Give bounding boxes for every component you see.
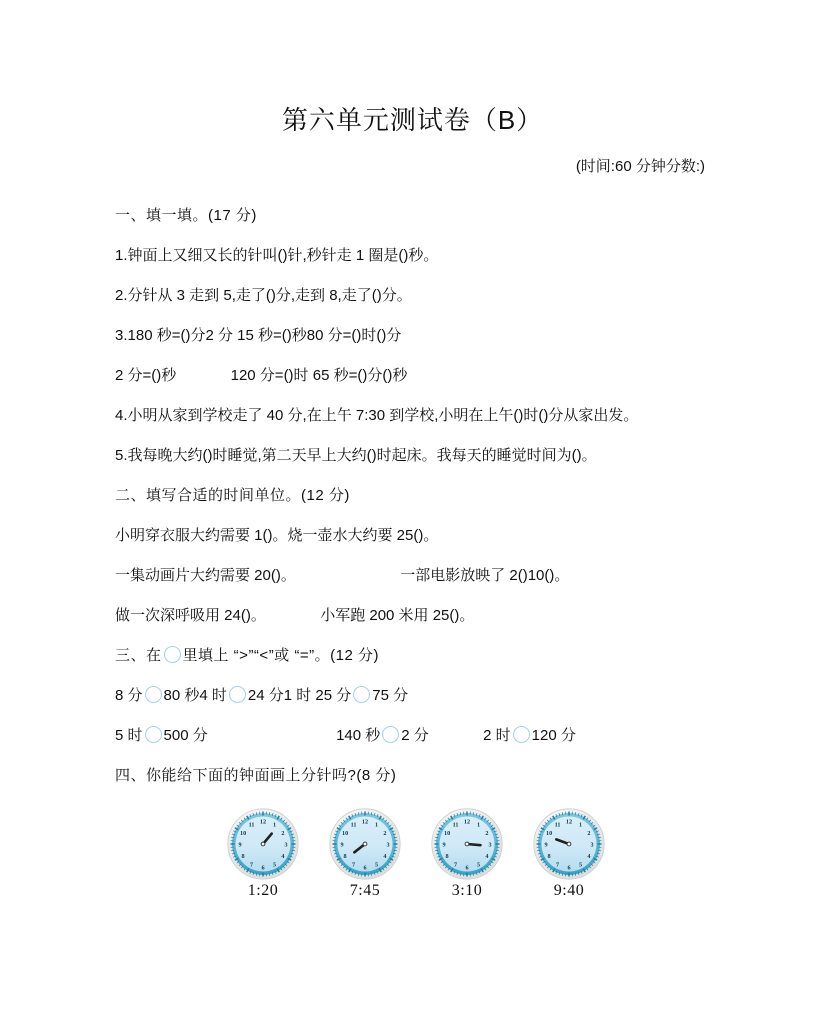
clock-item	[225, 808, 301, 900]
section-two-q3a: 做一次深呼吸用 24()。	[115, 607, 266, 624]
compare-item-b4: 2 分	[401, 727, 429, 744]
svg-text:10: 10	[545, 830, 553, 838]
svg-text:7: 7	[249, 861, 254, 869]
svg-text:6: 6	[465, 864, 469, 872]
compare-item-b3: 140 秒	[336, 727, 381, 744]
svg-text:9: 9	[544, 841, 548, 849]
svg-text:11: 11	[554, 821, 561, 829]
clock-time-label: 3:10	[451, 882, 483, 899]
section-three-row2	[115, 716, 715, 756]
svg-text:4: 4	[485, 853, 489, 861]
svg-text:1: 1	[272, 821, 277, 829]
compare-item-b5: 2 时	[483, 727, 511, 744]
exam-body	[115, 196, 715, 796]
section-one-q5: 5.我每晚大约()时睡觉,第二天早上大约()时起床。我每天的睡觉时间为()。	[115, 447, 597, 464]
clock-time-label: 9:40	[553, 882, 585, 899]
clock-face-icon	[227, 808, 299, 880]
compare-item-b6: 120 分	[531, 727, 576, 744]
svg-text:9: 9	[340, 841, 344, 849]
svg-text:3: 3	[284, 841, 288, 849]
svg-text:6: 6	[567, 864, 571, 872]
section-one-q3-cont	[115, 356, 715, 396]
svg-text:10: 10	[239, 830, 247, 838]
clock-face-icon	[533, 808, 605, 880]
svg-text:1: 1	[578, 821, 583, 829]
svg-text:4: 4	[281, 853, 285, 861]
svg-text:2: 2	[587, 830, 591, 838]
section-two-q2a: 一集动画片大约需要 20()。	[115, 567, 296, 584]
svg-text:10: 10	[443, 830, 451, 838]
comparison-circle-icon[interactable]	[145, 686, 162, 703]
svg-text:11: 11	[350, 821, 357, 829]
compare-item-a4: 75 分	[372, 687, 409, 704]
comparison-circle-icon[interactable]	[382, 726, 399, 743]
section-two-heading: 二、填写合适的时间单位。(12 分)	[115, 487, 350, 504]
section-two-q1: 小明穿衣服大约需要 1()。烧一壶水大约要 25()。	[115, 527, 439, 544]
svg-text:8: 8	[445, 853, 449, 861]
svg-text:8: 8	[343, 853, 347, 861]
section-two-q3	[115, 596, 715, 636]
svg-text:12: 12	[361, 818, 369, 826]
compare-item-a2: 80 秒4 时	[163, 687, 227, 704]
clock-row	[115, 808, 715, 918]
clock-face-icon	[329, 808, 401, 880]
clock-item	[429, 808, 505, 900]
svg-text:11: 11	[452, 821, 459, 829]
svg-text:2: 2	[485, 830, 489, 838]
compare-item-b2: 500 分	[163, 727, 208, 744]
svg-text:10: 10	[341, 830, 349, 838]
svg-text:1: 1	[476, 821, 481, 829]
compare-item-a3: 24 分1 时 25 分	[247, 687, 352, 704]
svg-text:4: 4	[383, 853, 387, 861]
section-one-q1: 1.钟面上又细又长的针叫()针,秒针走 1 圈是()秒。	[115, 247, 439, 264]
clock-time-label: 7:45	[349, 882, 381, 899]
clock-item	[531, 808, 607, 900]
section-one-q3b-b: 120 分=()时 65 秒=()分()秒	[230, 367, 408, 384]
section-three-heading-a: 三、在	[115, 647, 162, 664]
svg-text:7: 7	[453, 861, 458, 869]
svg-text:8: 8	[241, 853, 245, 861]
svg-text:2: 2	[281, 830, 285, 838]
section-two-q2	[115, 556, 715, 596]
compare-item-b1: 5 时	[115, 727, 143, 744]
svg-text:1: 1	[374, 821, 379, 829]
svg-text:5: 5	[374, 861, 379, 869]
section-one-q3b-a: 2 分=()秒	[115, 367, 177, 384]
section-one-q4: 4.小明从家到学校走了 40 分,在上午 7:30 到学校,小明在上午()时()分从家出发。	[115, 407, 639, 424]
comparison-circle-icon[interactable]	[145, 726, 162, 743]
compare-item-a1: 8 分	[115, 687, 143, 704]
clock-item	[327, 808, 403, 900]
exam-meta: (时间:60 分钟分数:)	[575, 158, 705, 175]
comparison-circle-icon[interactable]	[164, 646, 181, 663]
svg-text:12: 12	[259, 818, 267, 826]
page-title: 第六单元测试卷（B）	[281, 105, 544, 135]
comparison-circle-icon[interactable]	[353, 686, 370, 703]
section-three-heading	[115, 636, 715, 676]
svg-text:5: 5	[476, 861, 481, 869]
section-four-heading: 四、你能给下面的钟面画上分针吗?(8 分)	[115, 767, 397, 784]
section-three-heading-b: 里填上 “>”“<”或 “=”。(12 分)	[182, 647, 379, 664]
svg-text:12: 12	[463, 818, 471, 826]
svg-text:8: 8	[547, 853, 551, 861]
section-one-q2: 2.分针从 3 走到 5,走了()分,走到 8,走了()分。	[115, 287, 412, 304]
section-three-row1	[115, 676, 715, 716]
svg-text:11: 11	[248, 821, 255, 829]
section-two-q2b: 一部电影放映了 2()10()。	[400, 567, 570, 584]
svg-text:5: 5	[578, 861, 583, 869]
comparison-circle-icon[interactable]	[229, 686, 246, 703]
svg-text:6: 6	[261, 864, 265, 872]
svg-text:3: 3	[386, 841, 390, 849]
section-one-q3: 3.180 秒=()分2 分 15 秒=()秒80 分=()时()分	[115, 327, 402, 344]
svg-text:7: 7	[351, 861, 356, 869]
svg-text:12: 12	[565, 818, 573, 826]
svg-text:3: 3	[590, 841, 594, 849]
clock-time-label: 1:20	[247, 882, 279, 899]
svg-text:5: 5	[272, 861, 277, 869]
svg-text:9: 9	[238, 841, 242, 849]
comparison-circle-icon[interactable]	[513, 726, 530, 743]
svg-text:6: 6	[363, 864, 367, 872]
svg-text:9: 9	[442, 841, 446, 849]
svg-text:3: 3	[488, 841, 492, 849]
section-two-q3b: 小军跑 200 米用 25()。	[320, 607, 475, 624]
svg-text:2: 2	[383, 830, 387, 838]
section-one-heading: 一、填一填。(17 分)	[115, 207, 257, 224]
svg-text:4: 4	[587, 853, 591, 861]
svg-text:7: 7	[555, 861, 560, 869]
clock-face-icon	[431, 808, 503, 880]
